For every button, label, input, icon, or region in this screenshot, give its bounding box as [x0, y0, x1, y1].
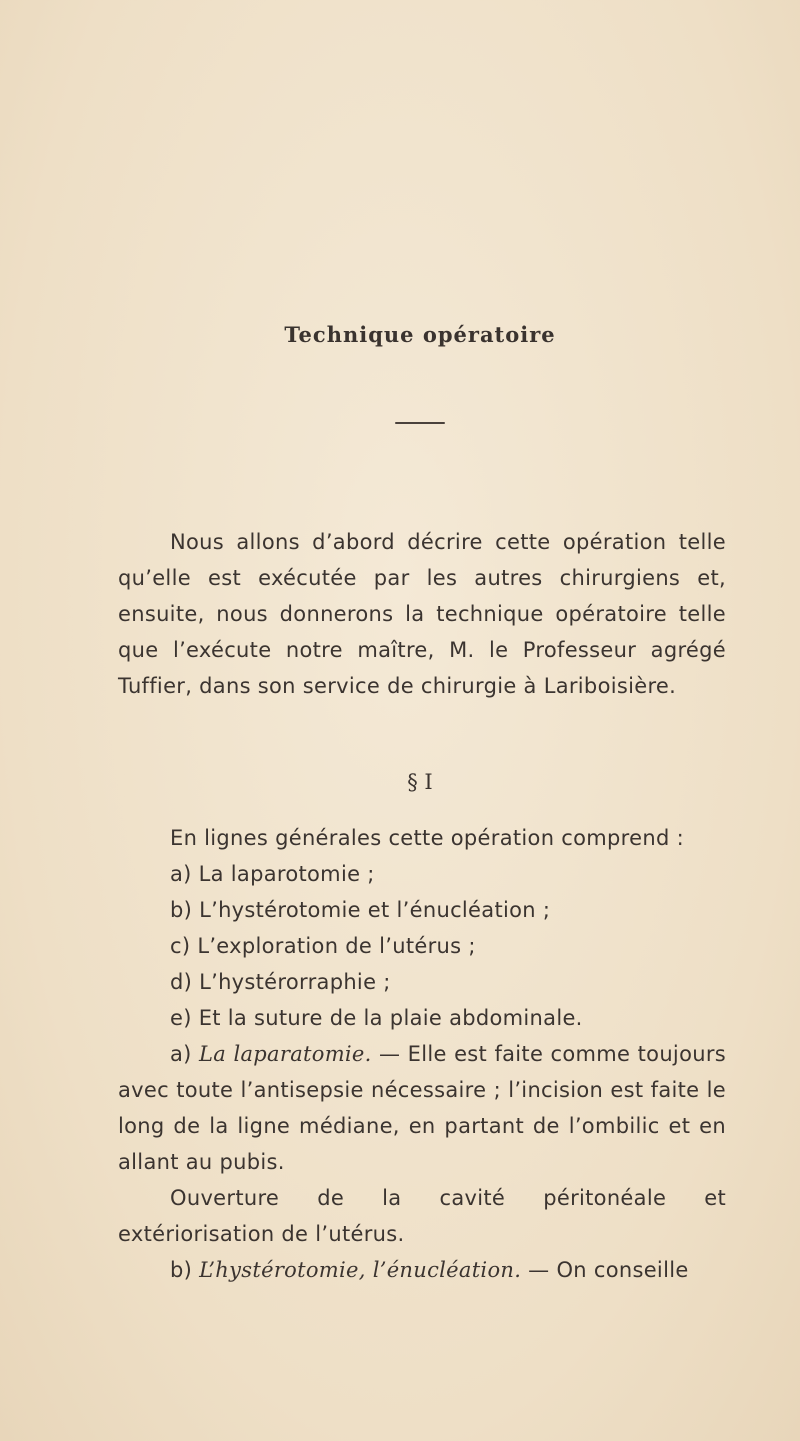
item-prefix: b)	[170, 1258, 200, 1282]
list-item: e) Et la suture de la plaie abdominale.	[170, 1006, 583, 1030]
section-heading: L’hystérotomie, l’énucléation.	[199, 1258, 522, 1282]
list-item: a) La laparotomie ;	[170, 862, 375, 886]
list-item: b) L’hystérotomie et l’énucléation ;	[170, 898, 551, 922]
list-item: c) L’exploration de l’utérus ;	[170, 934, 476, 958]
paragraph-ouverture: Ouverture de la cavité péritonéale et extériorisation de l’utérus.	[118, 1186, 726, 1246]
item-prefix: a)	[170, 1042, 200, 1066]
section-mark: § I	[407, 770, 433, 794]
page-title: Technique opératoire	[284, 322, 556, 347]
decorative-rule	[395, 422, 445, 424]
list-item: d) L’hystérorraphie ;	[170, 970, 391, 994]
paragraph-hysterotomie	[118, 1252, 726, 1288]
lead-paragraph: En lignes générales cette opération comprend :	[170, 826, 684, 850]
section-heading: La laparatomie.	[199, 1042, 372, 1066]
intro-paragraph: Nous allons d’abord décrire cette opération telle qu’elle est exécutée par les autres chirurgiens et, ensuite, nous donnerons la technique opératoire telle que l’exécute notre maître, M. le Professeur agrégé Tuffier, dans son service de chirurgie à Lariboisière.	[118, 530, 726, 698]
paragraph-text: — On conseille	[521, 1258, 689, 1282]
paragraph-laparatomie	[118, 1036, 726, 1180]
paragraph-text: — Elle est faite comme toujours avec toute l’antisepsie nécessaire ; l’incision est faite le long de la ligne médiane, en partant de l’ombilic et en allant au pubis.	[118, 1042, 726, 1174]
